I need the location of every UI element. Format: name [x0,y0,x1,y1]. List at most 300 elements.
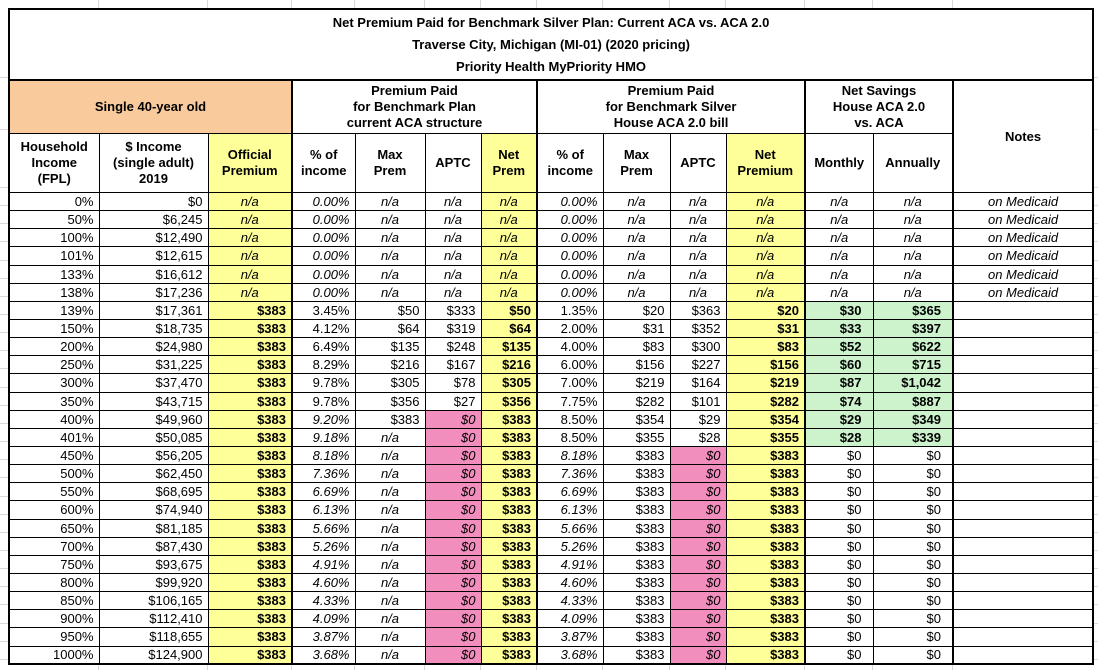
cell-monthly: $29 [805,410,873,428]
cell-annually: $0 [873,592,953,610]
cell-aca_max: $305 [355,374,425,392]
cell-h_net: $383 [726,501,805,519]
cell-official: $383 [208,537,292,555]
table-row [9,356,1093,374]
cell-notes [953,392,1093,410]
cell-aca_pct: 9.20% [292,410,355,428]
cell-h_aptc: $29 [670,410,726,428]
cell-h_aptc: n/a [670,265,726,283]
cell-aca_net: $383 [481,465,537,483]
column-header-h_pct [537,134,603,193]
cell-fpl: 138% [9,283,99,301]
cell-aca_max: n/a [355,193,425,211]
cell-official: n/a [208,265,292,283]
cell-income: $68,695 [99,483,208,501]
cell-aca_net: n/a [481,265,537,283]
cell-monthly: n/a [805,247,873,265]
cell-aca_net: n/a [481,247,537,265]
group-header-line: Single 40-year old [94,99,207,114]
table-row [9,247,1093,265]
cell-aca_aptc: $0 [425,628,481,646]
cell-h_aptc: $164 [670,374,726,392]
cell-aca_aptc: n/a [425,193,481,211]
cell-official: n/a [208,193,292,211]
cell-fpl: 300% [9,374,99,392]
cell-aca_max: n/a [355,573,425,591]
cell-aca_max: $383 [355,410,425,428]
cell-h_net: $383 [726,483,805,501]
column-header-monthly [805,134,873,193]
gridline-stub [0,205,8,206]
cell-aca_pct: 4.91% [292,555,355,573]
gridline-stub [952,0,953,8]
cell-income: $118,655 [99,628,208,646]
cell-annually: $0 [873,646,953,664]
cell-income: $62,450 [99,465,208,483]
table-row [9,592,1093,610]
cell-h_pct: 7.75% [537,392,603,410]
cell-h_net: $383 [726,446,805,464]
cell-aca_pct: 0.00% [292,229,355,247]
column-header-line: Monthly [814,155,865,170]
cell-aca_pct: 6.69% [292,483,355,501]
cell-aca_aptc: $0 [425,646,481,664]
table-row [9,428,1093,446]
gridline-stub [0,477,8,478]
table-row [9,392,1093,410]
gridline-stub [0,514,8,515]
cell-official: $383 [208,646,292,664]
cell-aca_pct: 0.00% [292,211,355,229]
cell-monthly: $87 [805,374,873,392]
cell-h_net: n/a [726,229,805,247]
cell-aca_max: n/a [355,265,425,283]
cell-h_net: n/a [726,283,805,301]
cell-h_max: n/a [603,265,670,283]
cell-fpl: 450% [9,446,99,464]
cell-aca_pct: 4.60% [292,573,355,591]
cell-monthly: $0 [805,628,873,646]
cell-h_pct: 7.00% [537,374,603,392]
cell-h_net: $156 [726,356,805,374]
cell-aca_pct: 6.49% [292,338,355,356]
column-header-line: Prem [620,163,653,178]
cell-monthly: n/a [805,211,873,229]
cell-aca_pct: 5.26% [292,537,355,555]
cell-aca_aptc: $0 [425,465,481,483]
cell-income: $12,615 [99,247,208,265]
gridline-stub [424,0,425,8]
gridline-stub [0,223,8,224]
cell-fpl: 101% [9,247,99,265]
cell-h_aptc: $0 [670,446,726,464]
cell-aca_max: n/a [355,519,425,537]
cell-h_max: $383 [603,465,670,483]
cell-h_aptc: $0 [670,483,726,501]
cell-monthly: n/a [805,265,873,283]
gridline-stub [0,423,8,424]
column-header-aca_pct [292,134,355,193]
cell-monthly: $28 [805,428,873,446]
table-row [9,646,1093,664]
cell-aca_net: n/a [481,229,537,247]
column-header-aca_net [481,134,537,193]
cell-fpl: 139% [9,301,99,319]
cell-official: $383 [208,483,292,501]
group-header-line: Premium Paid [627,83,715,98]
cell-h_aptc: $352 [670,319,726,337]
cell-h_max: $219 [603,374,670,392]
cell-aca_net: $383 [481,501,537,519]
cell-fpl: 700% [9,537,99,555]
cell-aca_aptc: $0 [425,446,481,464]
table-row [9,501,1093,519]
cell-h_pct: 4.33% [537,592,603,610]
cell-notes [953,356,1093,374]
column-header-line: Net [754,147,776,162]
cell-income: $37,470 [99,374,208,392]
gridline-stub [725,0,726,8]
cell-aca_net: $383 [481,483,537,501]
cell-h_pct: 0.00% [537,283,603,301]
cell-annually: $0 [873,519,953,537]
cell-official: $383 [208,338,292,356]
group-header-line: House ACA 2.0 bill [613,115,729,130]
table-row [9,374,1093,392]
gridline-stub [536,0,537,8]
cell-aca_max: $50 [355,301,425,319]
cell-aca_pct: 0.00% [292,193,355,211]
gridline-stub [872,0,873,8]
column-header-aca_max [355,134,425,193]
gridline-stub [0,332,8,333]
cell-notes [953,592,1093,610]
cell-h_aptc: $0 [670,537,726,555]
cell-aca_pct: 8.29% [292,356,355,374]
column-header-line: % of [556,147,584,162]
cell-h_net: $282 [726,392,805,410]
cell-income: $81,185 [99,519,208,537]
cell-h_pct: 4.91% [537,555,603,573]
cell-aca_net: $356 [481,392,537,410]
cell-aca_max: n/a [355,247,425,265]
gridline-stub [804,0,805,8]
cell-aca_aptc: $27 [425,392,481,410]
cell-h_net: $383 [726,555,805,573]
gridline-stub [0,129,8,130]
cell-aca_net: n/a [481,193,537,211]
cell-aca_pct: 3.87% [292,628,355,646]
cell-aca_net: $50 [481,301,537,319]
cell-h_net: $383 [726,573,805,591]
cell-h_max: $383 [603,610,670,628]
cell-income: $87,430 [99,537,208,555]
cell-income: $31,225 [99,356,208,374]
cell-aca_aptc: $0 [425,519,481,537]
column-header-h_max [603,134,670,193]
cell-official: $383 [208,319,292,337]
cell-aca_aptc: n/a [425,247,481,265]
cell-notes [953,519,1093,537]
cell-h_pct: 8.50% [537,428,603,446]
cell-aca_aptc: $78 [425,374,481,392]
cell-aca_pct: 7.36% [292,465,355,483]
cell-aca_pct: 8.18% [292,446,355,464]
cell-official: $383 [208,610,292,628]
table-row [9,465,1093,483]
cell-notes: on Medicaid [953,283,1093,301]
cell-aca_aptc: $0 [425,410,481,428]
cell-h_max: $383 [603,519,670,537]
cell-h_aptc: n/a [670,283,726,301]
column-header-line: APTC [680,155,716,170]
column-header-h_aptc [670,134,726,193]
cell-income: $12,490 [99,229,208,247]
cell-h_max: $355 [603,428,670,446]
cell-monthly: $74 [805,392,873,410]
cell-aca_max: n/a [355,501,425,519]
cell-aca_max: n/a [355,628,425,646]
cell-aca_aptc: $0 [425,483,481,501]
cell-aca_pct: 9.18% [292,428,355,446]
cell-annually: $0 [873,628,953,646]
table-title-line: Net Premium Paid for Benchmark Silver Plan: Current ACA vs. ACA 2.0 [332,14,770,30]
cell-aca_net: $383 [481,519,537,537]
cell-annually: $0 [873,501,953,519]
cell-monthly: $0 [805,555,873,573]
group-header-notes [953,80,1093,193]
gridline-stub [669,0,670,8]
table-row [9,265,1093,283]
cell-notes [953,301,1093,319]
cell-h_net: $355 [726,428,805,446]
column-header-line: income [300,163,347,178]
cell-h_aptc: $0 [670,501,726,519]
cell-monthly: $30 [805,301,873,319]
gridline-stub [0,368,8,369]
cell-annually: $0 [873,610,953,628]
cell-notes [953,428,1093,446]
cell-h_net: $383 [726,537,805,555]
cell-annually: $365 [873,301,953,319]
gridline-stub [0,459,8,460]
cell-aca_pct: 4.12% [292,319,355,337]
cell-fpl: 650% [9,519,99,537]
cell-h_net: $83 [726,338,805,356]
cell-aca_net: $383 [481,646,537,664]
cell-aca_aptc: $0 [425,573,481,591]
cell-aca_net: $216 [481,356,537,374]
cell-aca_aptc: $319 [425,319,481,337]
cell-income: $43,715 [99,392,208,410]
cell-official: n/a [208,283,292,301]
cell-official: n/a [208,247,292,265]
column-header-income [99,134,208,193]
cell-income: $99,920 [99,573,208,591]
cell-notes: on Medicaid [953,193,1093,211]
cell-annually: $339 [873,428,953,446]
cell-official: $383 [208,501,292,519]
cell-monthly: $52 [805,338,873,356]
column-header-annually [873,134,953,193]
cell-fpl: 500% [9,465,99,483]
cell-fpl: 550% [9,483,99,501]
cell-annually: $622 [873,338,953,356]
cell-fpl: 133% [9,265,99,283]
cell-h_max: $383 [603,537,670,555]
cell-income: $93,675 [99,555,208,573]
table-title-line: Traverse City, Michigan (MI-01) (2020 pricing) [412,36,690,52]
cell-h_max: n/a [603,229,670,247]
gridline-stub [0,641,8,642]
cell-official: $383 [208,628,292,646]
cell-h_max: $383 [603,555,670,573]
gridline-stub [207,0,208,8]
cell-annually: $887 [873,392,953,410]
cell-income: $17,361 [99,301,208,319]
cell-fpl: 350% [9,392,99,410]
cell-h_pct: 6.69% [537,483,603,501]
gridline-stub [0,350,8,351]
gridline-stub [0,77,8,78]
cell-h_pct: 3.68% [537,646,603,664]
cell-notes [953,628,1093,646]
cell-annually: n/a [873,229,953,247]
cell-h_pct: 0.00% [537,229,603,247]
cell-h_pct: 0.00% [537,247,603,265]
cell-fpl: 401% [9,428,99,446]
cell-h_aptc: $0 [670,519,726,537]
cell-h_max: $383 [603,646,670,664]
cell-h_pct: 8.50% [537,410,603,428]
gridline-stub [291,0,292,8]
gridline-stub [0,260,8,261]
cell-h_net: $20 [726,301,805,319]
cell-official: $383 [208,392,292,410]
gridline-stub [0,241,8,242]
group-header-premium [292,80,537,134]
group-header-premium [537,80,805,134]
cell-notes [953,319,1093,337]
cell-aca_net: $383 [481,573,537,591]
cell-notes [953,555,1093,573]
cell-official: n/a [208,211,292,229]
cell-monthly: $0 [805,610,873,628]
cell-annually: $0 [873,555,953,573]
cell-monthly: n/a [805,193,873,211]
cell-aca_pct: 9.78% [292,392,355,410]
cell-aca_max: n/a [355,428,425,446]
cell-aca_net: n/a [481,283,537,301]
cell-notes [953,446,1093,464]
cell-aca_max: n/a [355,555,425,573]
cell-aca_pct: 0.00% [292,283,355,301]
group-header-line: for Benchmark Silver [605,99,737,114]
premium-comparison-table [8,8,1094,665]
cell-official: $383 [208,301,292,319]
cell-h_aptc: n/a [670,211,726,229]
cell-h_max: $383 [603,483,670,501]
cell-aca_aptc: n/a [425,229,481,247]
cell-fpl: 200% [9,338,99,356]
cell-official: $383 [208,592,292,610]
cell-h_aptc: $0 [670,555,726,573]
cell-fpl: 100% [9,229,99,247]
cell-aca_pct: 0.00% [292,247,355,265]
cell-fpl: 800% [9,573,99,591]
cell-h_net: n/a [726,247,805,265]
cell-official: n/a [208,229,292,247]
cell-h_pct: 4.09% [537,610,603,628]
cell-aca_net: $64 [481,319,537,337]
cell-h_aptc: $363 [670,301,726,319]
cell-aca_pct: 4.09% [292,610,355,628]
cell-aca_aptc: $0 [425,555,481,573]
table-row [9,628,1093,646]
column-header-line: Official [227,147,272,162]
cell-h_max: $354 [603,410,670,428]
cell-monthly: $33 [805,319,873,337]
column-header-fpl [9,134,99,193]
cell-notes: on Medicaid [953,229,1093,247]
cell-annually: $0 [873,483,953,501]
cell-notes [953,537,1093,555]
cell-h_max: $83 [603,338,670,356]
cell-income: $106,165 [99,592,208,610]
cell-fpl: 900% [9,610,99,628]
cell-h_pct: 0.00% [537,193,603,211]
cell-monthly: $0 [805,573,873,591]
table-title-line: Priority Health MyPriority HMO [456,58,647,74]
cell-official: $383 [208,428,292,446]
cell-income: $50,085 [99,428,208,446]
column-header-line: income [547,163,593,178]
cell-monthly: $0 [805,446,873,464]
cell-h_max: $383 [603,501,670,519]
column-header-line: Household [20,139,88,154]
cell-official: $383 [208,356,292,374]
cell-notes: on Medicaid [953,211,1093,229]
cell-fpl: 1000% [9,646,99,664]
column-header-line: 2019 [139,171,168,186]
cell-income: $17,236 [99,283,208,301]
cell-h_pct: 1.35% [537,301,603,319]
table-row [9,338,1093,356]
cell-annually: $715 [873,356,953,374]
column-header-line: Premium [737,163,794,178]
cell-aca_aptc: $167 [425,356,481,374]
group-header-line: Net Savings [841,83,917,98]
cell-h_net: $219 [726,374,805,392]
cell-h_aptc: n/a [670,247,726,265]
cell-aca_max: $216 [355,356,425,374]
cell-h_max: n/a [603,193,670,211]
cell-income: $6,245 [99,211,208,229]
cell-monthly: $60 [805,356,873,374]
cell-h_aptc: $0 [670,646,726,664]
cell-h_pct: 8.18% [537,446,603,464]
table-row [9,519,1093,537]
cell-fpl: 750% [9,555,99,573]
cell-aca_max: n/a [355,646,425,664]
gridline-stub [0,532,8,533]
cell-h_max: n/a [603,283,670,301]
gridline-stub [602,0,603,8]
cell-fpl: 150% [9,319,99,337]
group-header-line: current ACA structure [346,115,483,130]
cell-fpl: 600% [9,501,99,519]
column-header-h_net [726,134,805,193]
